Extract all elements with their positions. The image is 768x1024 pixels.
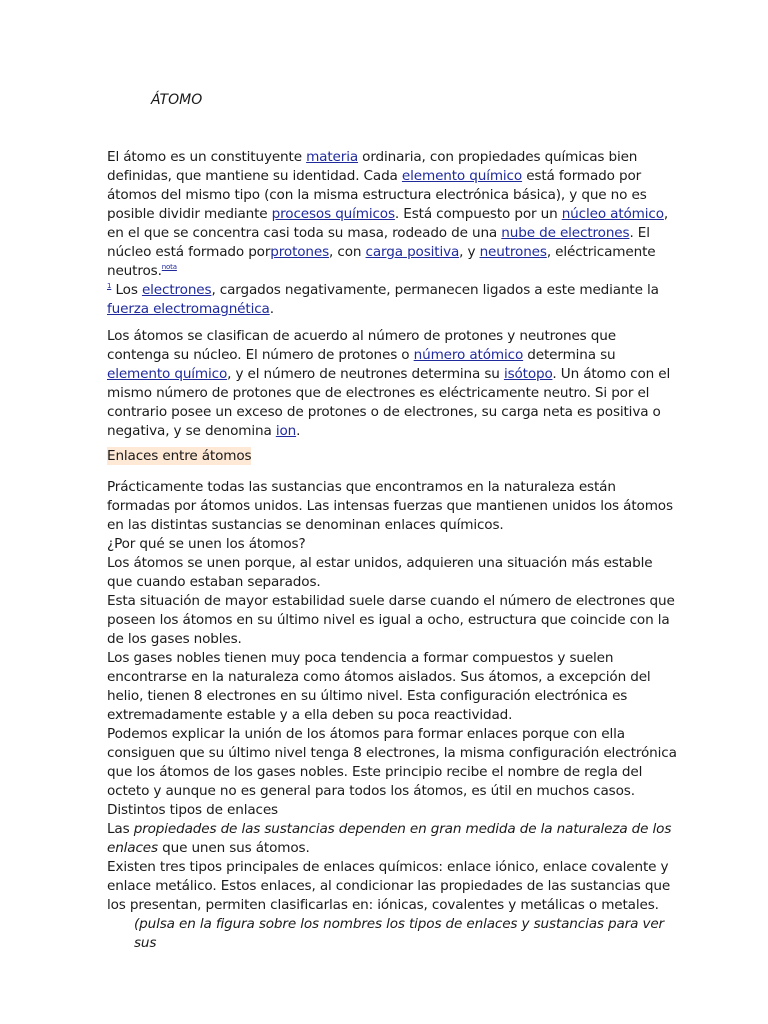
text: El átomo es un constituyente — [107, 149, 307, 165]
link-nucleo-atomico[interactable]: núcleo atómico — [561, 206, 664, 222]
link-materia[interactable]: materia — [306, 149, 359, 165]
link-isotopo[interactable]: isótopo — [503, 366, 553, 382]
text: , en el que se concentra casi toda su masa, rodeado de una — [107, 206, 669, 241]
text: . — [269, 301, 274, 317]
footnote-ref[interactable] — [162, 263, 177, 271]
paragraph-instruction: (pulsa en la figura sobre los nombres los tipos de enlaces y sustancias para ver sus — [134, 916, 664, 951]
link-electrones[interactable]: electrones — [141, 282, 212, 298]
paragraph-estabilidad: Esta situación de mayor estabilidad suele darse cuando el número de electrones que poseen los átomos en su último nivel es igual a ocho, estructura que coincide con la de los gases nobles. — [107, 593, 675, 647]
paragraph-octeto: Podemos explicar la unión de los átomos para formar enlaces porque con ella consiguen que su último nivel tenga 8 electrones, la misma configuración electrónica que los átomos de los gases nobles. Este principio recibe el nombre de regla del octeto y aunque no es general para todos los átomos, es útil en muchos casos. — [107, 726, 677, 799]
paragraph-propiedades — [107, 820, 679, 858]
text: , con — [329, 244, 366, 260]
paragraph-classification — [107, 327, 679, 441]
link-elemento-quimico-2[interactable]: elemento químico — [107, 366, 228, 382]
link-carga-positiva[interactable]: carga positiva — [365, 244, 460, 260]
text: , y — [459, 244, 480, 260]
link-elemento-quimico[interactable]: elemento químico — [401, 168, 523, 184]
emphasis-text: propiedades de las sustancias dependen en gran medida de la naturaleza de los enlaces — [107, 821, 672, 856]
paragraph-question: ¿Por qué se unen los átomos? — [107, 536, 306, 552]
text: , y el número de neutrones determina su — [227, 366, 504, 382]
text: Los — [111, 282, 142, 298]
page-title: ÁTOMO — [151, 92, 203, 108]
paragraph-sustancias: Prácticamente todas las sustancias que encontramos en la naturaleza están formadas por átomos unidos. Las intensas fuerzas que mantienen unidos los átomos en las distintas sustancias se denominan enlaces químicos. — [107, 479, 673, 533]
text: . Está compuesto por un — [394, 206, 562, 222]
link-ion[interactable]: ion — [275, 423, 297, 439]
text: . — [296, 423, 301, 439]
link-fuerza-electromagnetica[interactable]: fuerza electromagnética — [107, 301, 270, 317]
text: . Un átomo con el mismo número de protones que de electrones es eléctricamente neutro. Si por el contrario posee un exceso de protones o de electrones, su carga neta es positiva o negativa, y se denomina — [107, 366, 671, 439]
text: está formado por átomos del mismo tipo (con la misma estructura electrónica básica), y que no es posible dividir mediante — [107, 168, 647, 222]
text: determina su — [523, 347, 616, 363]
paragraph-intro — [107, 148, 679, 319]
paragraph-gases-nobles: Los gases nobles tienen muy poca tendencia a formar compuestos y suelen encontrarse en la naturaleza como átomos aislados. Sus átomos, a excepción del helio, tienen 8 electrones en su último nivel. Esta configuración electrónica es extremadamente estable y a ella deben su poca reactividad. — [107, 650, 651, 723]
text: Las — [107, 821, 134, 837]
paragraph-estable: Los átomos se unen porque, al estar unidos, adquieren una situación más estable que cuando estaban separados. — [107, 555, 653, 590]
text: ordinaria, con propiedades químicas bien definidas, que mantiene su identidad. Cada — [107, 149, 638, 184]
document-body — [107, 148, 679, 953]
text: , cargados negativamente, permanecen ligados a este mediante la — [211, 282, 659, 298]
link-neutrones[interactable]: neutrones — [479, 244, 547, 260]
footnote-link-nota[interactable]: nota — [161, 263, 177, 271]
link-nube-de-electrones[interactable]: nube de electrones — [501, 225, 630, 241]
paragraph-tipos-heading: Distintos tipos de enlaces — [107, 802, 278, 818]
text: . El núcleo está formado por — [107, 225, 650, 260]
link-numero-atomico[interactable]: número atómico — [413, 347, 524, 363]
paragraph-tipos-enlaces: Existen tres tipos principales de enlaces químicos: enlace iónico, enlace covalente y enlace metálico. Estos enlaces, al condicionar las propiedades de las sustancias que los presentan, permiten clasificarlas en: iónicas, covalentes y metálicas o metales. — [107, 859, 671, 913]
link-procesos-quimicos[interactable]: procesos químicos — [271, 206, 395, 222]
link-protones[interactable]: protones — [270, 244, 330, 260]
footnote-link-1[interactable]: 1 — [107, 282, 112, 290]
text: , eléctricamente neutros. — [107, 244, 656, 279]
section-heading — [107, 447, 679, 466]
text: Los átomos se clasifican de acuerdo al número de protones y neutrones que contenga su núcleo. El número de protones o — [107, 328, 616, 363]
heading-enlaces: Enlaces entre átomos — [107, 448, 252, 464]
text: que unen sus átomos. — [157, 840, 310, 856]
